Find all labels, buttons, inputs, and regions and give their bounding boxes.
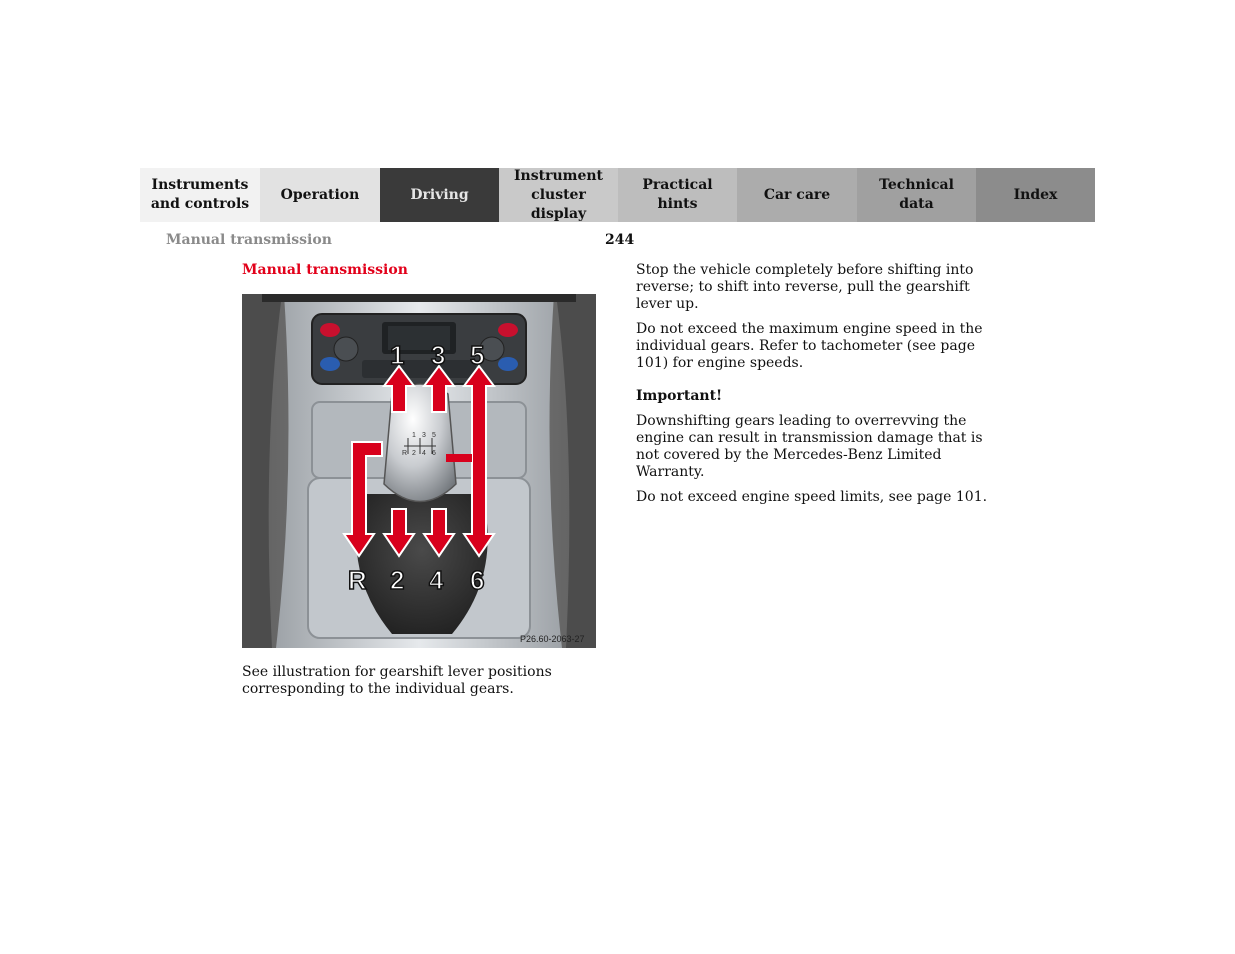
tab-operation[interactable]: Operation [260,168,380,222]
tab-instruments-and-controls[interactable]: Instruments and controls [140,168,260,222]
figure-caption: See illustration for gearshift lever positions corresponding to the individual gears. [242,664,552,697]
gear-label-6: 6 [470,565,485,595]
knob-label-5: 5 [432,432,436,439]
paragraph-reverse: Stop the vehicle completely before shifting into reverse; to shift into reverse, pull the gearshift lever up. [636,262,974,312]
page-heading: Manual transmission [242,262,408,278]
gear-label-1: 1 [390,340,405,370]
gear-label-4: 4 [429,565,444,595]
page-number: 244 [605,232,635,248]
tab-car-care[interactable]: Car care [737,168,857,222]
tab-practical-hints[interactable]: Practical hints [618,168,737,222]
figure-code: P26.60-2063-27 [520,634,585,644]
top-navigation [140,168,1095,222]
gear-label-2: 2 [390,565,405,595]
gearshift-illustration [242,294,596,648]
paragraph-downshift: Downshifting gears leading to overrevving the engine can result in transmission damage that is not covered by the Mercedes-Benz Limited Warranty. [636,413,983,480]
paragraph-speed-limits: Do not exceed engine speed limits, see page 101. [636,489,988,505]
knob-label-1: 1 [412,432,416,439]
right-column [636,262,996,514]
tab-index[interactable]: Index [976,168,1095,222]
gear-label-r: R [348,565,367,595]
gear-label-3: 3 [431,340,446,370]
important-label: Important! [636,388,723,404]
knob-label-4: 4 [422,450,426,457]
section-title: Manual transmission [166,232,332,248]
paragraph-engine-speed: Do not exceed the maximum engine speed in the individual gears. Refer to tachometer (see page 101) for engine speeds. [636,321,983,371]
knob-label-r: R [402,450,408,457]
gearshift-drawing [242,294,596,648]
knob-label-6: 6 [432,450,436,457]
knob-label-2: 2 [412,450,416,457]
gear-label-5: 5 [470,340,485,370]
tab-instrument-cluster-display[interactable]: Instrument cluster display [499,168,618,222]
tab-technical-data[interactable]: Technical data [857,168,976,222]
knob-label-3: 3 [422,432,426,439]
tab-driving[interactable]: Driving [380,168,499,222]
